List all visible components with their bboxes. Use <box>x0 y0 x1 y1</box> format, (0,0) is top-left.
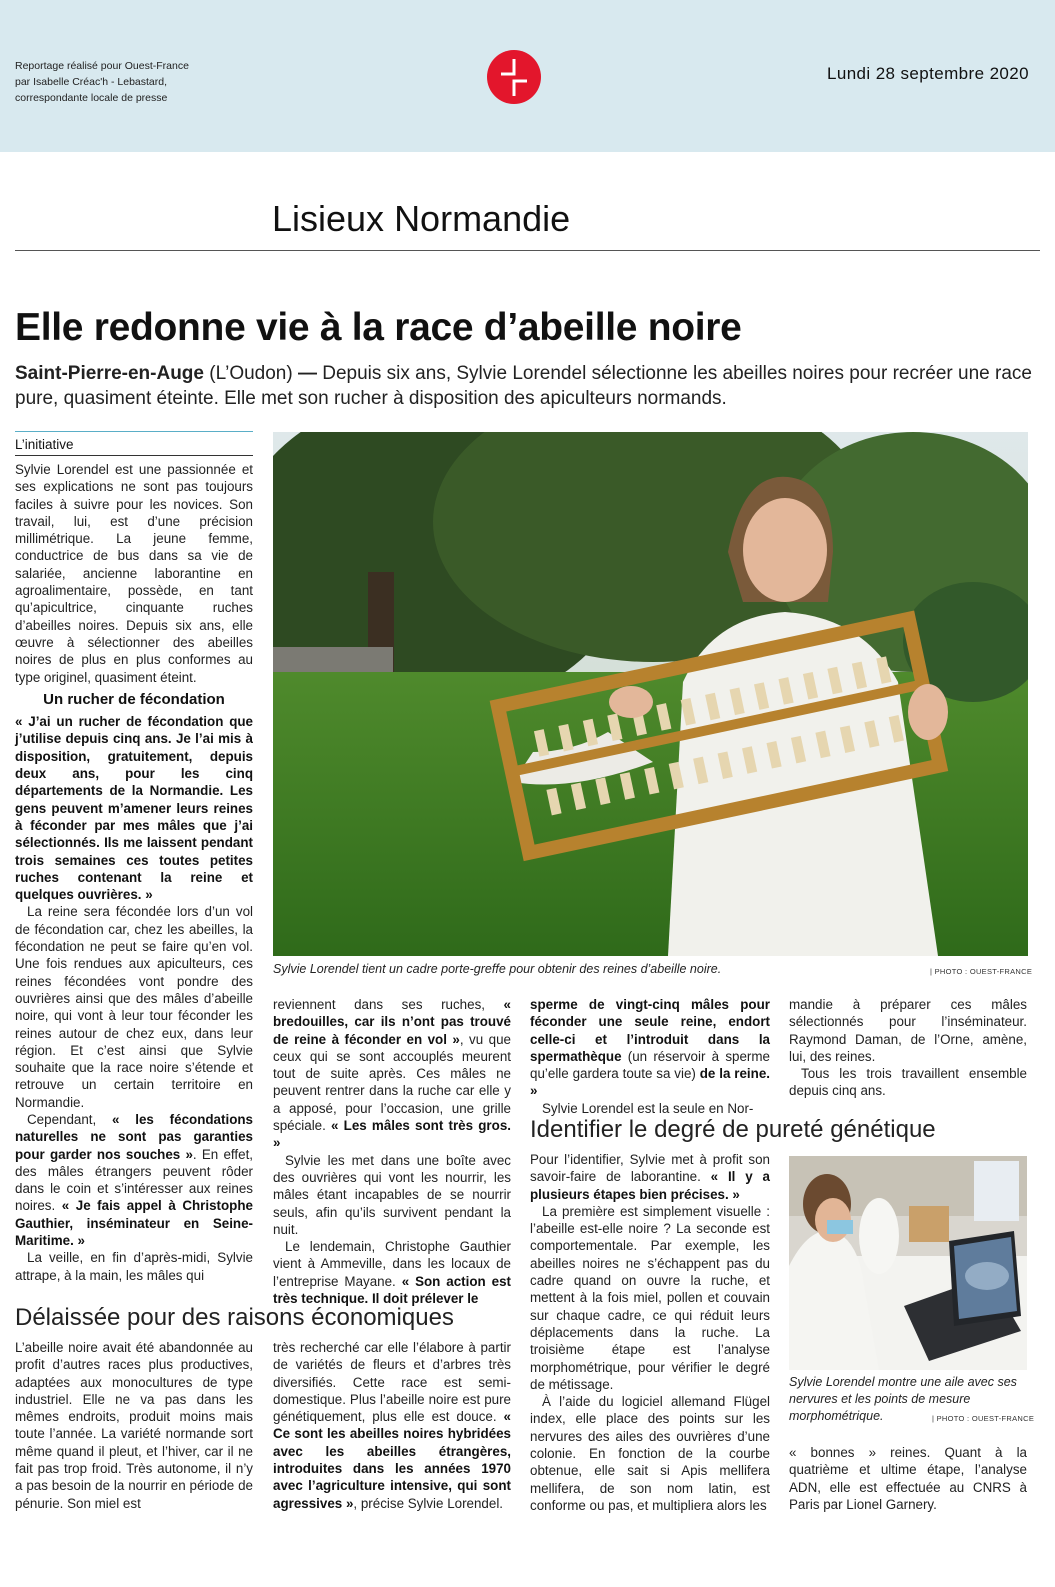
quote: « Ce sont les abeilles noires hybridées avec les abeilles étrangères, introduites dans les années 1970 avec l’agriculture intensive, qui sont agressives » <box>273 1409 511 1511</box>
publication-date: Lundi 28 septembre 2020 <box>826 64 1029 83</box>
column-3 <box>530 996 770 1117</box>
kicker-accent-rule <box>15 431 253 432</box>
paragraph: La veille, en fin d’après-midi, Sylvie attrape, à la main, les mâles qui <box>15 1250 253 1283</box>
paragraph <box>15 713 253 903</box>
quote: « Les mâles sont très gros. » <box>273 1118 511 1151</box>
paragraph: mandie à préparer ces mâles sélectionnés pour l’inséminateur. Raymond Daman, de l’Orne, amène, lui, des reines. <box>789 997 1027 1064</box>
credit-line: correspondante locale de presse <box>15 92 168 104</box>
second-photo <box>789 1156 1027 1370</box>
main-photo-credit: | PHOTO : OUEST-FRANCE <box>930 967 1033 976</box>
quote: « Je fais appel à Christophe Gauthier, inséminateur en Seine-Maritime. » <box>15 1198 253 1249</box>
section-title: Lisieux Normandie <box>272 198 571 239</box>
paragraph: Sylvie les met dans une boîte avec des ouvrières qui vont les nourrir, les mâles étant incapables de se nourrir seuls, afin qu’ils survivent pendant la nuit. <box>273 1152 511 1237</box>
paragraph: Sylvie Lorendel est la seule en Nor- <box>542 1100 754 1116</box>
main-photo-caption: Sylvie Lorendel tient un cadre porte-greffe pour obtenir des reines d’abeille noire. <box>273 962 722 976</box>
credit-line: par Isabelle Créac'h - Lebastard, <box>15 76 168 88</box>
main-photo <box>273 432 1028 956</box>
paragraph: Cependant, « les fécondations naturelles ne sont pas garanties pour garder nos souches ». En effet, des mâles étrangers peuvent rôder dans le coin et s’intéresser aux reines noires. « Je fais appel à Christophe Gauthier, inséminateur en Seine-Maritime. » <box>15 1111 254 1249</box>
paragraph: Sylvie Lorendel est une passionnée et ses explications ne sont pas toujours faciles à suivre pour les novices. Son travail, lui, est d’une précision millimétrique. La jeune femme, conductrice de bus dans sa vie de salariée, ancienne laborantine en agroalimentaire, possède, en tant qu’apicultrice, cinquante ruches d’abeilles noires. Depuis six ans, elle œuvre à sélectionner des abeilles noires de plus en plus conformes au type originel, quasiment éteint. <box>15 462 253 685</box>
column-2 <box>273 996 511 1307</box>
lead-paragraph <box>15 361 1035 411</box>
paragraph: La première est simplement visuelle : l’abeille est-elle noire ? La seconde est comportementale. Par exemple, les abeilles noires ne s’échappent pas du cadre quand on ouvre la ruche, et mettent à la fois miel, pollen et couvain sur chaque cadre, ce qui réduit leurs déplacements dans la ruche. La troisième étape est l’analyse morphométrique, pour vérifier le degré de métissage. <box>530 1203 770 1392</box>
reporter-credit <box>15 58 189 106</box>
quote: « Son action est très technique. Il doit prélever le <box>273 1273 511 1307</box>
header-band <box>0 0 1055 152</box>
headline: Elle redonne vie à la race d’abeille noire <box>15 306 742 349</box>
paragraph: sperme de vingt-cinq mâles pour féconder une seule reine, endort celle-ci et l’introduit dans la spermathèque (un réservoir à sperme qu’elle gardera toute sa vie) de la reine. » <box>530 997 770 1099</box>
lead-place: Saint-Pierre-en-Auge <box>15 363 204 384</box>
quote: sperme de vingt-cinq mâles pour féconder une seule reine, endort celle-ci et l’introduit dans la spermathèque <box>530 997 770 1064</box>
column-delaissee-2 <box>273 1339 511 1512</box>
lead-locality: (L’Oudon) <box>203 363 298 384</box>
column-1 <box>15 461 253 1284</box>
column-4 <box>789 996 1027 1100</box>
credit-line: Reportage réalisé pour Ouest-France <box>15 60 189 72</box>
photo-lab-laptop <box>789 1156 1027 1370</box>
ouest-france-logo <box>487 50 541 104</box>
column-identifier <box>530 1151 770 1514</box>
quote: de la reine. » <box>530 1066 770 1099</box>
kicker: L’initiative <box>15 437 253 456</box>
paragraph: Pour l’identifier, Sylvie met à profit son savoir-faire de laborantine. « Il y a plusieurs étapes bien précises. » <box>530 1152 770 1202</box>
quote: « J’ai un rucher de fécondation que j’utilise depuis cinq ans. Je l’ai mis à disposition, gratuitement, depuis deux ans, pour les cinq départements de la Normandie. Les gens peuvent m’amener leurs reines à féconder par mes mâles que j’ai sélectionnés. Ils me laissent pendant trois semaines ces toutes petites ruches contenant la reine et quelques ouvrières. » <box>15 714 253 903</box>
quote: « bredouilles, car ils n’ont pas trouvé de reine à féconder en vol » <box>273 997 511 1047</box>
photo-beekeeper-frame <box>273 432 1028 956</box>
lead-text: Depuis six ans, Sylvie Lorendel sélectionne les abeilles noires pour recréer une race pure, quasiment éteinte. Elle met son rucher à disposition des apiculteurs normands. <box>15 363 1032 409</box>
paragraph: La reine sera fécondée lors d’un vol de fécondation car, chez les abeilles, la fécondation ne peut se faire qu’en vol. Une fois rendues aux apiculteurs, ces reines fécondées vont pondre des ouvrières ainsi que des mâles d’abeille noire, qui vont à leur tour féconder les reines autour de chez eux, dans leur région. Et c’est ainsi que Sylvie souhaite que la race noire s’étende et retrouve un certain territoire en Normandie. <box>15 904 253 1110</box>
paragraph: Tous les trois travaillent ensemble depuis cinq ans. <box>789 1066 1027 1099</box>
subheading: Un rucher de fécondation <box>43 690 225 708</box>
paragraph: « bonnes » reines. Quant à la quatrième et ultime étape, l’analyse ADN, elle est effectuée au CNRS à Paris par Lionel Garnery. <box>789 1445 1027 1512</box>
paragraph: reviennent dans ses ruches, « bredouilles, car ils n’ont pas trouvé de reine à féconder en vol », vu que ceux qui se sont accouplés meurent tout de suite après. Ces mâles ne peuvent rentrer dans la ruche car elle y a apposé, pour l’occasion, une grille spéciale. « Les mâles sont très gros. » <box>273 997 511 1151</box>
paragraph: très recherché car elle l’élabore à partir de variétés de fleurs et d’arbres très diversifiés. Cette race est semi-domestique. Plus l’abeille noire est pure génétiquement, plus elle est douce. « Ce sont les abeilles noires hybridées avec les abeilles étrangères, introduites dans les années 1970 avec l’agriculture intensive, qui sont agressives », précise Sylvie Lorendel. <box>273 1340 511 1511</box>
lead-dash: — <box>297 363 317 384</box>
second-photo-credit: | PHOTO : OUEST-FRANCE <box>932 1414 1035 1423</box>
column-identifier-end <box>789 1444 1027 1513</box>
column-delaissee-1 <box>15 1339 253 1512</box>
second-photo-caption: Sylvie Lorendel montre une aile avec ses nervures et les points de mesure morphométrique. <box>789 1375 1017 1423</box>
section-heading-delaissee: Délaissée pour des raisons économiques <box>15 1304 454 1331</box>
paragraph: L’abeille noire avait été abandonnée au profit d’autres races plus productives, adaptées aux monocultures de type industriel. Elle ne va pas dans les mêmes endroits, produit moins mais toute l’année. La variété normande sort même quand il pleut, et l’hiver, car il ne fait pas trop froid. Très autonome, il n’y a pas besoin de la nourrir en période de pénurie. Son miel est <box>15 1340 253 1511</box>
paragraph: À l’aide du logiciel allemand Flügel index, elle place des points sur les nervures des ailes des ouvrières d’une colonie. En fonction de la courbe obtenue, elle sait si Apis mellifera mellifera, de son nom latin, est conforme ou pas, et multipliera alors les <box>530 1394 770 1513</box>
paragraph: Le lendemain, Christophe Gauthier vient à Ammeville, dans les locaux de l’entreprise Mayane. « Son action est très technique. Il doit prélever le <box>273 1239 511 1307</box>
quote: « Il y a plusieurs étapes bien précises. » <box>530 1169 770 1202</box>
section-rule <box>15 250 1040 251</box>
section-heading-identifier: Identifier le degré de pureté génétique <box>530 1116 936 1143</box>
quote: « les fécondations naturelles ne sont pas garanties pour garder nos souches » <box>15 1111 253 1162</box>
